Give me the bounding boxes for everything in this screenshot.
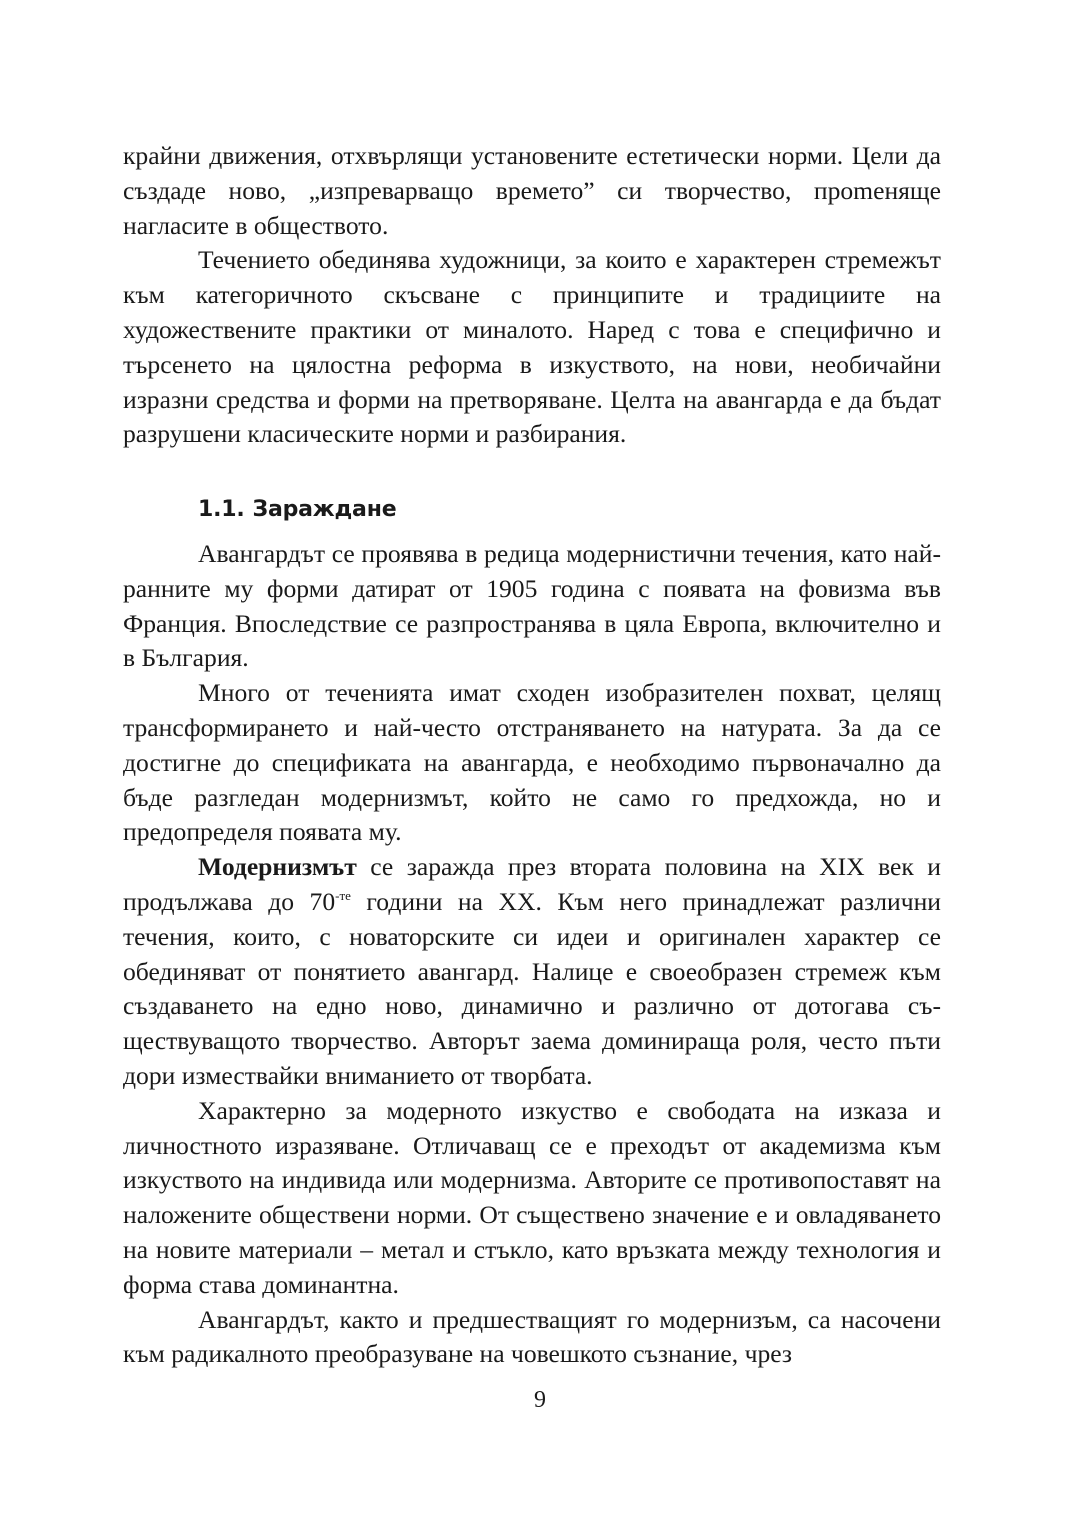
- paragraph-modernism-text-b: години на XX. Към него принадлежат различни течения, които, с новаторските си идеи и оригинален характер се обединяват от понятието авангард. Налице е своеобразен стремеж към създаването на едно ново, динамично и различно от дотогава съществуващото творчество. Авторът заема доминираща роля, често пъти дори измествайки вниманието от творбата.: [123, 886, 941, 1090]
- superscript-suffix: -те: [335, 887, 351, 903]
- paragraph-avantgarde-goal: Авангардът, както и предшестващият го модернизъм, са насочени към радикалното преобразуване на човешкото съзнание, чрез: [123, 1304, 941, 1369]
- paragraph-modernism: [123, 850, 941, 1094]
- term-modernism: Модернизмът: [198, 852, 357, 882]
- page-number: 9: [534, 1387, 546, 1413]
- paragraph-movement-description: Течението обединява художници, за които е характерен стремежът към категоричното скъсване с принципите и традициите на художествените практики от миналото. Наред с това е специфично и търсенето на цялостна реформа в изкуството, на нови, необичайни изразни средства и форми на претворяване. Целта на авангарда е да бъдат разрушени класическите норми и разбирания.: [123, 245, 941, 449]
- paragraph-techniques: Много от теченията имат сходен изобразителен похват, целящ трансформирането и най-често отстраняването на натурата. За да се достигне до спецификата на авангарда, е необходимо първоначално да бъде разгледан модернизмът, който не само го предхожда, но и предопределя появата му.: [123, 678, 941, 847]
- section-heading: [123, 493, 941, 528]
- paragraph-continuation: крайни движения, отхвърлящи установените естетически норми. Цели да създаде ново, „изпреварващо времето” си творчество, проmеняще нагласите в обществото.: [123, 141, 941, 240]
- page-body: [123, 139, 941, 1372]
- paragraph-modernism-text-a: се заражда през втората половина на XIX век и продължава до 70: [123, 852, 941, 916]
- paragraph-modern-art: Характерно за модерното изкуство е свободата на изказа и личностното изразяване. Отличаващ се е преходът от академизма към изкуството на индивида или модернизма. Авторите се противопоставят на наложените обществени норми. От съществено значение е и овладяването на новите материали – метал и стъкло, като връзката между технология и форма става доминантна.: [123, 1095, 941, 1299]
- section-number: 1.1.: [198, 497, 245, 523]
- section-title: Зараждане: [252, 497, 397, 523]
- paragraph-origins: Авангардът се проявява в редица модернистични течения, като най-ранните му форми датират от 1905 година с появата на фовизма във Франция. Впоследствие се разпространява в цяла Европа, включително и в България.: [123, 538, 941, 673]
